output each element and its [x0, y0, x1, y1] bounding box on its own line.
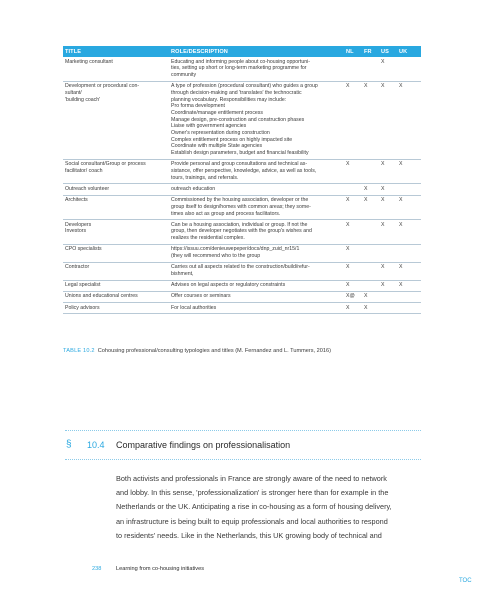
- header-description: ROLE/DESCRIPTION: [171, 48, 228, 55]
- row-description: [171, 305, 346, 312]
- row-description-line: Pro forma development: [171, 103, 225, 110]
- cell-nl: X: [346, 282, 350, 289]
- row-title: [63, 186, 171, 193]
- row-title-line: CPO specialists: [65, 246, 102, 253]
- table-header: [63, 46, 421, 57]
- row-title: [63, 222, 171, 242]
- cell-uk: [399, 305, 421, 312]
- cell-uk: X: [399, 221, 403, 228]
- row-description-line: (they will recommend who to the group: [171, 253, 261, 260]
- cell-nl: X: [346, 161, 350, 168]
- row-description-line: Carries out all aspects related to the construction/build/refur-: [171, 264, 310, 271]
- caption-label: TABLE 10.2: [63, 348, 95, 354]
- cell-nl: X: [346, 264, 350, 271]
- body-line: Both activists and professionals in France are strongly aware of the need to network: [116, 474, 387, 483]
- row-description-line: sistance, offer perspective, knowledge, advice, as well as tools,: [171, 168, 317, 175]
- row-title: [63, 59, 171, 79]
- cell-us: X: [381, 83, 385, 90]
- row-title-line: Development or procedural con-: [65, 83, 140, 90]
- row-description-line: Offer courses or seminars: [171, 293, 231, 300]
- cell-uk: [399, 59, 421, 79]
- body-paragraph: [116, 472, 426, 543]
- cell-uk: X: [399, 282, 403, 289]
- cell-us: [381, 246, 399, 259]
- row-title: [63, 197, 171, 217]
- cell-us: X: [381, 197, 385, 204]
- row-description-line: through decision-making and 'translates' the technocratic: [171, 89, 302, 96]
- row-title-line: Legal specialist: [65, 282, 101, 289]
- table-row: [63, 263, 421, 281]
- table-row: [63, 160, 421, 185]
- cell-nl: X: [346, 197, 350, 204]
- table-row: [63, 220, 421, 245]
- row-description-line: Liaise with government agencies: [171, 123, 247, 130]
- cell-nl: X: [346, 83, 350, 90]
- cell-fr: X: [364, 185, 368, 192]
- row-title-line: sultant/: [65, 89, 82, 96]
- cell-fr: [364, 59, 381, 79]
- row-title: [63, 293, 171, 300]
- page-number: 238: [92, 566, 102, 572]
- typology-table: [63, 46, 421, 314]
- table-row: [63, 82, 421, 160]
- row-description-line: Provide personal and group consultations and technical as-: [171, 161, 308, 168]
- cell-us: X: [381, 185, 385, 192]
- cell-us: X: [381, 58, 385, 65]
- row-description-line: Coordinate/manage entitlement process: [171, 109, 263, 116]
- row-description-line: https://issuu.com/denieuwepeper/docs/dnp_zuid_nr15/1: [171, 246, 300, 253]
- table-row: [63, 57, 421, 82]
- header-uk: UK: [399, 48, 408, 55]
- header-nl: NL: [346, 48, 354, 55]
- cell-us: X: [381, 221, 385, 228]
- cell-nl: [346, 186, 364, 193]
- body-line: to residents' needs. Like in the Netherlands, this UK growing body of technical and: [116, 530, 382, 540]
- row-title: [63, 83, 171, 157]
- row-title-line: 'building coach': [65, 96, 101, 103]
- body-line: Netherlands or the UK. Anticipating a rise in co-housing as a form of housing delivery,: [116, 502, 392, 512]
- row-title-line: Policy advisors: [65, 304, 100, 311]
- cell-uk: X: [399, 264, 403, 271]
- table-row: [63, 184, 421, 195]
- row-description-line: Complex entitlement process on highly impacted site: [171, 136, 293, 143]
- cell-nl: X: [346, 221, 350, 228]
- row-description: [171, 222, 346, 242]
- table-row: [63, 196, 421, 221]
- row-description: [171, 161, 346, 181]
- row-description-line: Can be a housing association, individual or group. If not the: [171, 221, 308, 228]
- row-title: [63, 246, 171, 259]
- cell-uk: [399, 246, 421, 259]
- cell-nl: X: [346, 304, 350, 311]
- cell-us: X: [381, 264, 385, 271]
- table-row: [63, 303, 421, 314]
- cell-nl: X@: [346, 293, 355, 300]
- cell-uk: [399, 186, 421, 193]
- cell-uk: X: [399, 83, 403, 90]
- table-caption: [63, 348, 331, 354]
- row-description-line: Coordinate with multiple State agencies: [171, 143, 263, 150]
- row-description-line: A type of profession (procedural consultant) who guides a group: [171, 83, 318, 90]
- row-description-line: group, then developer negotiates with the group's wishes and: [171, 228, 312, 235]
- row-title-line: Marketing consultant: [65, 58, 113, 65]
- row-description-line: For local authorities: [171, 304, 217, 311]
- cell-fr: [364, 282, 381, 289]
- table-row: [63, 281, 421, 292]
- cell-uk: X: [399, 197, 403, 204]
- body-line: and lobby. In this sense, 'professionalization' is stronger here than for example in the: [116, 488, 389, 498]
- row-description-line: times also act as group and process facilitators.: [171, 210, 281, 217]
- table-row: [63, 245, 421, 263]
- section-mark: §: [66, 439, 72, 450]
- row-title-line: Developers: [65, 221, 92, 228]
- row-description-line: Owner's representation during construction: [171, 130, 270, 137]
- row-description: [171, 293, 346, 300]
- row-description-line: planning vocabulary. Responsibilities may include:: [171, 96, 287, 103]
- row-description-line: Commissioned by the housing association, developer or the: [171, 197, 309, 204]
- toc-link[interactable]: TOC: [459, 578, 472, 584]
- row-title-line: facilitator/ coach: [65, 168, 103, 175]
- row-description-line: bishment,: [171, 270, 194, 277]
- cell-us: X: [381, 161, 385, 168]
- row-description: [171, 197, 346, 217]
- row-description-line: Advises on legal aspects or regulatory constraints: [171, 282, 286, 289]
- cell-fr: [364, 246, 381, 259]
- row-title-line: Investors: [65, 228, 87, 235]
- row-title-line: Architects: [65, 197, 88, 204]
- table-row: [63, 292, 421, 303]
- cell-fr: [364, 161, 381, 181]
- row-description-line: outreach education: [171, 185, 216, 192]
- caption-text: Cohousing professional/consulting typologies and titles (M. Fernandez and L. Tummers, 2016): [97, 348, 331, 354]
- row-description: [171, 83, 346, 157]
- row-title: [63, 161, 171, 181]
- cell-fr: X: [364, 197, 368, 204]
- cell-uk: X: [399, 161, 403, 168]
- cell-uk: [399, 293, 421, 300]
- cell-us: [381, 293, 399, 300]
- cell-fr: [364, 264, 381, 277]
- row-description: [171, 246, 346, 259]
- cell-us: X: [381, 282, 385, 289]
- section-divider-top: [65, 430, 421, 431]
- running-footer-title: Learning from co-housing initiatives: [116, 566, 204, 572]
- cell-fr: [364, 222, 381, 242]
- cell-nl: [346, 59, 364, 79]
- row-description: [171, 186, 346, 193]
- row-description: [171, 264, 346, 277]
- row-title-line: Unions and educational centres: [65, 293, 138, 300]
- header-title: TITLE: [65, 48, 82, 55]
- row-title-line: Contractor: [65, 264, 90, 271]
- row-description-line: realizes the residential complex.: [171, 235, 245, 242]
- cell-nl: X: [346, 246, 350, 253]
- section-title: Comparative findings on professionalisation: [116, 440, 291, 450]
- row-description-line: Establish design parameters, budget and financial feasibility: [171, 150, 309, 157]
- row-title-line: Social consultant/Group or process: [65, 161, 146, 168]
- header-us: US: [381, 48, 389, 55]
- header-fr: FR: [364, 48, 372, 55]
- cell-fr: X: [364, 304, 368, 311]
- row-description-line: ties, setting up short or long-term marketing programme for: [171, 65, 307, 72]
- cell-fr: X: [364, 83, 368, 90]
- row-description-line: Educating and informing people about co-housing opportuni-: [171, 58, 311, 65]
- cell-us: [381, 305, 399, 312]
- cell-fr: X: [364, 293, 368, 300]
- row-description-line: group itself to design/homes with common areas; they some-: [171, 203, 311, 210]
- row-title-line: Outreach volunteer: [65, 185, 110, 192]
- row-description-line: community: [171, 71, 197, 78]
- row-title: [63, 264, 171, 277]
- row-description-line: tours, trainings, and referrals.: [171, 174, 239, 181]
- body-line: an infrastructure is being built to equip professionals and local authorities to respond: [116, 516, 388, 526]
- row-description: [171, 282, 346, 289]
- row-title: [63, 282, 171, 289]
- row-title: [63, 305, 171, 312]
- table-body: [63, 57, 421, 314]
- section-divider-bottom: [65, 459, 421, 460]
- row-description-line: Manage design, pre-construction and construction phases: [171, 116, 305, 123]
- section-number: 10.4: [87, 440, 105, 450]
- row-description: [171, 59, 346, 79]
